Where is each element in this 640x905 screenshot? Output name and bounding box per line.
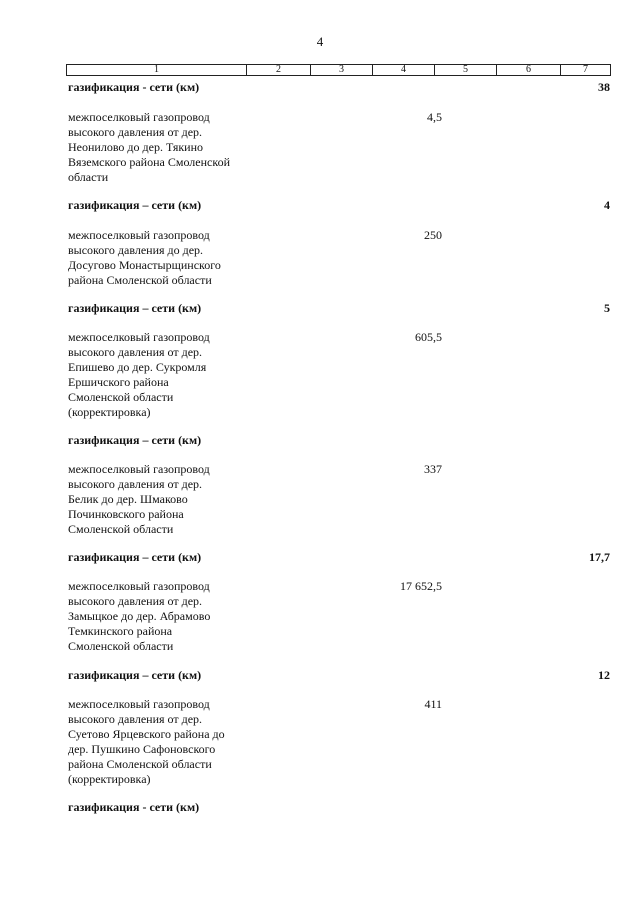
section-title: газификация – сети (км) xyxy=(68,301,202,315)
page-number: 4 xyxy=(316,34,324,49)
column-header-1: 1 xyxy=(67,65,247,76)
section-value: 17,7 xyxy=(589,550,610,564)
item-row xyxy=(68,579,610,654)
section-title-row xyxy=(68,80,610,94)
section-title-row xyxy=(68,550,610,564)
section-value: 38 xyxy=(598,80,610,94)
item-row xyxy=(68,110,610,185)
item-description: межпоселковый газопровод высокого давления от дер. Суетово Ярцевского района до дер. Пушкино Сафоновского района Смоленской области (корректировка) xyxy=(68,697,225,786)
item-row xyxy=(68,462,610,537)
item-description: межпоселковый газопровод высокого давления от дер. Неонилово до дер. Тякино Вяземского района Смоленской области xyxy=(68,110,230,184)
section-title-row xyxy=(68,198,610,212)
column-header-3: 3 xyxy=(311,65,373,76)
item-quantity: 4,5 xyxy=(427,110,442,124)
column-header-5: 5 xyxy=(435,65,497,76)
section-title-row xyxy=(68,433,610,447)
column-header-table xyxy=(66,64,611,76)
section-title-row xyxy=(68,800,610,814)
column-header-4: 4 xyxy=(373,65,435,76)
section-title: газификация - сети (км) xyxy=(68,80,200,94)
column-header-7: 7 xyxy=(561,65,611,76)
item-quantity: 17 652,5 xyxy=(400,579,442,593)
item-quantity: 250 xyxy=(424,228,442,242)
section-title: газификация - сети (км) xyxy=(68,800,200,814)
column-header-2: 2 xyxy=(247,65,311,76)
item-row xyxy=(68,330,610,420)
section-value: 5 xyxy=(604,301,610,315)
section-title: газификация – сети (км) xyxy=(68,198,202,212)
item-description: межпоселковый газопровод высокого давления от дер. Замыцкое до дер. Абрамово Темкинского района Смоленской области xyxy=(68,579,211,653)
item-row xyxy=(68,697,610,787)
item-quantity: 605,5 xyxy=(415,330,442,344)
column-header-6: 6 xyxy=(497,65,561,76)
item-quantity: 411 xyxy=(424,697,442,711)
section-title: газификация – сети (км) xyxy=(68,550,202,564)
item-quantity: 337 xyxy=(424,462,442,476)
section-title: газификация – сети (км) xyxy=(68,433,202,447)
section-title: газификация – сети (км) xyxy=(68,668,202,682)
item-description: межпоселковый газопровод высокого давления от дер. Белик до дер. Шмаково Починковского района Смоленской области xyxy=(68,462,210,536)
item-description: межпоселковый газопровод высокого давления от дер. Епишево до дер. Сукромля Ершичского района Смоленской области (корректировка) xyxy=(68,330,210,419)
item-description: межпоселковый газопровод высокого давления до дер. Досугово Монастырщинского района Смоленской области xyxy=(68,228,221,287)
section-title-row xyxy=(68,668,610,682)
item-row xyxy=(68,228,610,288)
section-value: 4 xyxy=(604,198,610,212)
section-value: 12 xyxy=(598,668,610,682)
section-title-row xyxy=(68,301,610,315)
